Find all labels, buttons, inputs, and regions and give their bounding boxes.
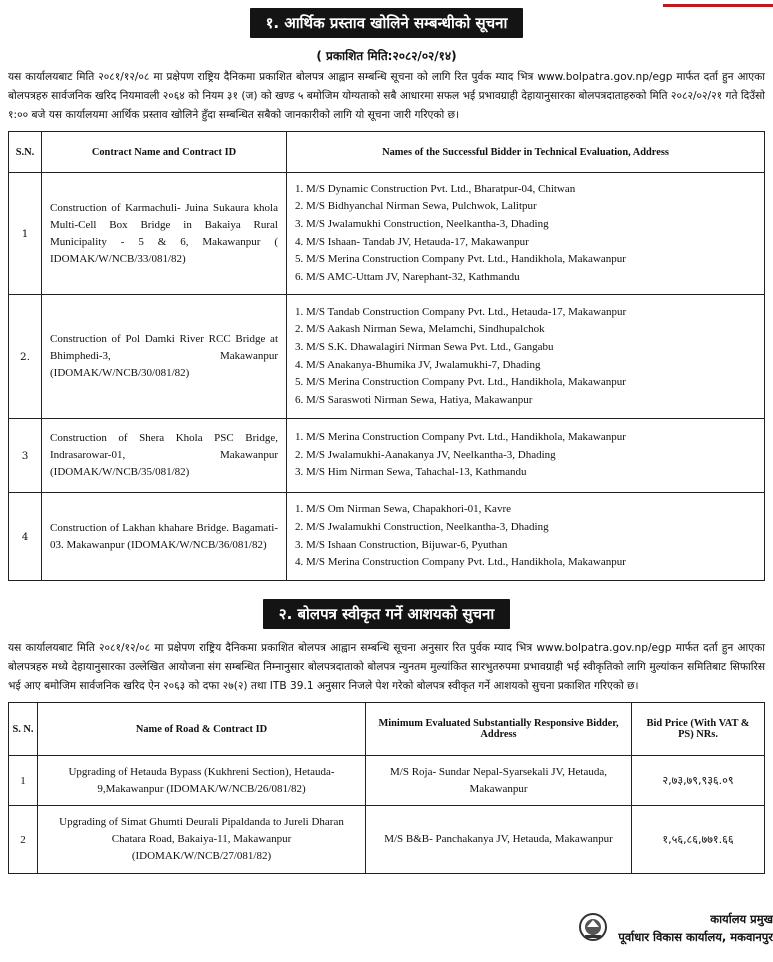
bidder-list	[287, 493, 765, 581]
section1-paragraph: यस कार्यालयबाट मिति २०८१/१२/०८ मा प्रक्षेपण राष्ट्रिय दैनिकमा प्रकाशित बोलपत्र आह्वान सम्बन्धि सूचना को लागि रित पुर्वक म्याद भित्र www.bolpatra.gov.np/egp मार्फत दर्ता हुन आएका बोलपत्रहरु सार्वजनिक खरिद नियमावली २०६४ को नियम ३१ (ज) को खण्ड ५ बमोजिम योग्यताको सबै आधारमा सफल भई प्रभावग्राही देहायानुसारका बोलपत्रदाताहरुको मिति २०८२/०२/२१ गते दिउँसो १:०० बजे यस कार्यालयमा आर्थिक प्रस्ताव खोलिने हुँदा सम्बन्धित सबैको जानकारीको लागि यो सूचना जारी गरिएको छ।	[8, 71, 765, 121]
bidder-item: 1. M/S Tandab Construction Company Pvt. Ltd., Hetauda-17, Makawanpur	[295, 305, 627, 318]
table-row	[9, 806, 765, 874]
bidder-item: 2. M/S Jwalamukhi Construction, Neelkantha-3, Dhading	[295, 520, 549, 533]
bidder-list	[287, 295, 765, 419]
table-row	[9, 173, 765, 295]
table-row	[9, 419, 765, 493]
bidder-item: 1. M/S Merina Construction Company Pvt. Ltd., Handikhola, Makawanpur	[295, 431, 626, 444]
col-sn: S.N.	[9, 132, 42, 173]
table-row	[9, 295, 765, 419]
bidder-item: 6. M/S Saraswoti Nirman Sewa, Hatiya, Makawanpur	[295, 393, 533, 406]
nepal-emblem-icon	[578, 912, 608, 942]
bidder-list	[287, 173, 765, 295]
signatory-office: पूर्वाधार विकास कार्यालय, मकवानपुर	[618, 930, 773, 944]
table-row	[9, 756, 765, 806]
contract-name: Construction of Lakhan khahare Bridge. Bagamati- 03. Makawanpur (IDOMAK/W/NCB/36/081/82)	[42, 493, 287, 581]
bidder-item: 6. M/S AMC-Uttam JV, Narephant-32, Kathmandu	[295, 270, 520, 283]
row-sn: 1	[9, 756, 38, 806]
row-sn: 4	[9, 493, 42, 581]
bidder-item: 3. M/S Him Nirman Sewa, Tahachal-13, Kathmandu	[295, 466, 527, 479]
contract-name: Construction of Karmachuli- Juina Sukaura khola Multi-Cell Box Bridge in Bakaiya Rural Municipality - 5 & 6, Makawanpur ( IDOMAK/W/NCB/33/081/82)	[42, 173, 287, 295]
bid-price: २,७३,७९,९३६.०९	[632, 756, 765, 806]
col2-sn: S. N.	[9, 703, 38, 756]
bidder-item: 4. M/S Anakanya-Bhumika JV, Jwalamukhi-7, Dhading	[295, 358, 541, 371]
section1-title: १. आर्थिक प्रस्ताव खोलिने सम्बन्धीको सूचना	[250, 8, 524, 38]
row-sn: 1	[9, 173, 42, 295]
bidder-item: 3. M/S Jwalamukhi Construction, Neelkantha-3, Dhading	[295, 217, 549, 230]
col-contract: Contract Name and Contract ID	[42, 132, 287, 173]
corner-accent	[663, 4, 773, 7]
contract-name: Construction of Shera Khola PSC Bridge, Indrasarowar-01, Makawanpur (IDOMAK/W/NCB/35/081/82)	[42, 419, 287, 493]
col2-price: Bid Price (With VAT & PS) NRs.	[632, 703, 765, 756]
section2-paragraph: यस कार्यालयबाट मिति २०८१/१२/०८ मा प्रक्षेपण राष्ट्रिय दैनिकमा प्रकाशित बोलपत्र आह्वान सम्बन्धि सूचना अनुसार रित पुर्वक म्याद भित्र www.bolpatra.gov.np/egp मार्फत दर्ता हुन आएका बोलपत्रहरु मध्ये देहायानुसारका उल्लेखित आयोजना संग सम्बन्धित निम्नानुसार बोलपत्रदाताको बोलपत्र न्युनतम मुल्यांकित सारभुतरुपमा प्रभावग्राही भई स्वीकृतिको लागि मुल्यांकन समितिबाट सिफारिस भई आए बमोजिम सार्वजनिक खरिद ऐन २०६३ को दफा २७(२) तथा ITB 39.1 अनुसार निजले पेश गरेको बोलपत्र स्वीकृत गर्ने आशयको सुचना प्रकाशित गरिएको छ।	[8, 642, 765, 692]
row-sn: 2	[9, 806, 38, 874]
road-name: Upgrading of Simat Ghumti Deurali Pipaldanda to Jureli Dharan Chatara Road, Bakaiya-11, Makawanpur (IDOMAK/W/NCB/27/081/82)	[38, 806, 366, 874]
published-date: ( प्रकाशित मिति:२०८२/०२/१४)	[316, 49, 457, 63]
table-row	[9, 493, 765, 581]
bidder-item: 2. M/S Jwalamukhi-Aanakanya JV, Neelkantha-3, Dhading	[295, 448, 556, 461]
section2-title: २. बोलपत्र स्वीकृत गर्ने आशयको सुचना	[263, 599, 510, 629]
technical-evaluation-table	[8, 131, 765, 581]
bidder-list	[287, 419, 765, 493]
bidder-item: 2. M/S Bidhyanchal Nirman Sewa, Pulchwok, Lalitpur	[295, 200, 537, 213]
bidder-item: 5. M/S Merina Construction Company Pvt. Ltd., Handikhola, Makawanpur	[295, 253, 626, 266]
bid-price: १,५६,८६,७७१.६६	[632, 806, 765, 874]
col-bidders: Names of the Successful Bidder in Technical Evaluation, Address	[287, 132, 765, 173]
bidder-item: 5. M/S Merina Construction Company Pvt. Ltd., Handikhola, Makawanpur	[295, 376, 626, 389]
col2-bidder: Minimum Evaluated Substantially Responsive Bidder, Address	[366, 703, 632, 756]
intent-award-table	[8, 702, 765, 874]
road-name: Upgrading of Hetauda Bypass (Kukhreni Section), Hetauda-9,Makawanpur (IDOMAK/W/NCB/26/081/82)	[38, 756, 366, 806]
signature-block	[618, 910, 773, 946]
signatory-designation: कार्यालय प्रमुख	[710, 912, 773, 926]
bidder-item: 4. M/S Ishaan- Tandab JV, Hetauda-17, Makawanpur	[295, 235, 529, 248]
row-sn: 2.	[9, 295, 42, 419]
contract-name: Construction of Pol Damki River RCC Bridge at Bhimphedi-3, Makawanpur (IDOMAK/W/NCB/30/081/82)	[42, 295, 287, 419]
bidder-item: 1. M/S Om Nirman Sewa, Chapakhori-01, Kavre	[295, 503, 511, 516]
bidder-item: 3. M/S Ishaan Construction, Bijuwar-6, Pyuthan	[295, 538, 508, 551]
bidder-name: M/S B&B- Panchakanya JV, Hetauda, Makawanpur	[366, 806, 632, 874]
bidder-item: 2. M/S Aakash Nirman Sewa, Melamchi, Sindhupalchok	[295, 323, 545, 336]
bidder-item: 1. M/S Dynamic Construction Pvt. Ltd., Bharatpur-04, Chitwan	[295, 182, 576, 195]
notice-page	[8, 4, 765, 874]
bidder-name: M/S Roja- Sundar Nepal-Syarsekali JV, Hetauda, Makawanpur	[366, 756, 632, 806]
bidder-item: 4. M/S Merina Construction Company Pvt. Ltd., Handikhola, Makawanpur	[295, 556, 626, 569]
col2-road: Name of Road & Contract ID	[38, 703, 366, 756]
bidder-item: 3. M/S S.K. Dhawalagiri Nirman Sewa Pvt. Ltd., Gangabu	[295, 340, 554, 353]
row-sn: 3	[9, 419, 42, 493]
